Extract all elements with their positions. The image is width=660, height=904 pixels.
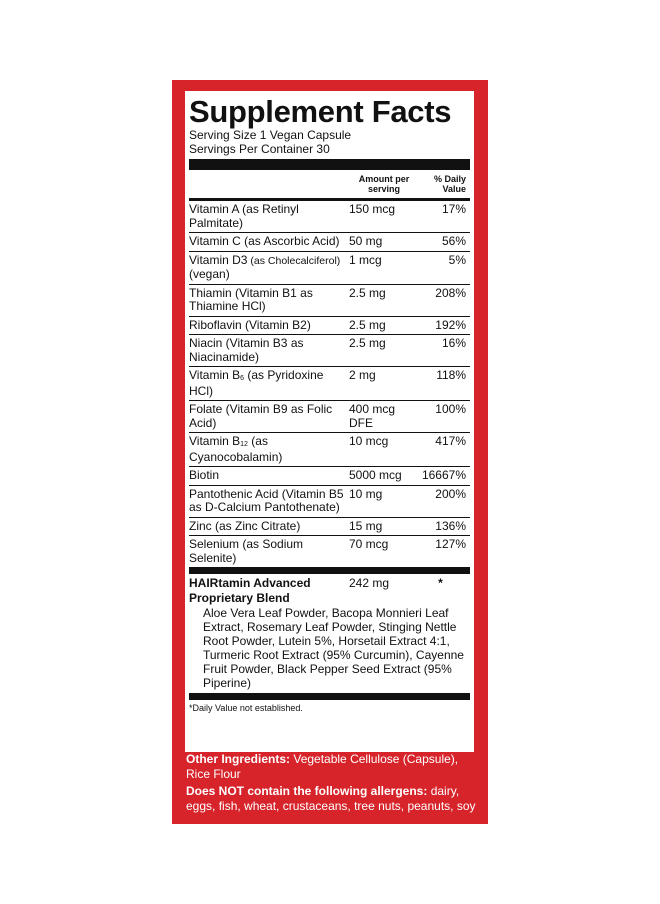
nutrient-amount: 15 mg (349, 518, 383, 533)
nutrient-amount: 2 mg (349, 368, 376, 382)
nutrient-rows (189, 201, 470, 567)
nutrient-name-tail: (as Pyridoxine HCl) (189, 368, 324, 398)
blend-row (189, 574, 470, 606)
label-title: Supplement Facts (189, 94, 452, 129)
nutrient-amount: 50 mg (349, 234, 383, 248)
table-row (189, 252, 470, 285)
table-row (189, 233, 470, 252)
nutrient-name: Vitamin A (as Retinyl Palmitate) (189, 202, 299, 230)
other-info (186, 752, 476, 816)
serving-size: Serving Size 1 Vegan Capsule (189, 128, 352, 142)
amount-column-header: Amount per serving (358, 174, 410, 194)
table-row (189, 536, 470, 567)
table-row (189, 518, 470, 537)
nutrient-name-tail: (vegan) (189, 267, 230, 281)
nutrient-dv: 100% (435, 402, 466, 416)
table-row (189, 433, 470, 467)
nutrient-amount: 2.5 mg (349, 317, 386, 332)
nutrient-amount: 2.5 mg (349, 336, 386, 350)
nutrient-amount: 400 mcg DFE (349, 402, 396, 430)
nutrient-name: Niacin (Vitamin B3 as Niacinamide) (189, 336, 304, 364)
table-header (189, 170, 470, 201)
blend-ingredients: Aloe Vera Leaf Powder, Bacopa Monnieri Leaf Extract, Rosemary Leaf Powder, Stinging Nettle Root Powder, Lutein 5%, Horsetail Extract 4:1, Turmeric Root Extract (95% Curcumin), Cayenne Fruit Powder, Black Pepper Seed Extract (95% Piperine) (203, 606, 464, 690)
nutrient-dv: 192% (435, 317, 466, 332)
dv-column-header: % Daily Value (433, 174, 466, 194)
servings-per-container: Servings Per Container 30 (189, 142, 330, 156)
table-row (189, 467, 470, 486)
nutrient-name-main: Vitamin B (189, 368, 241, 382)
nutrient-amount: 5000 mcg (349, 468, 402, 482)
nutrient-amount: 10 mcg (349, 434, 389, 448)
nutrient-name: Folate (Vitamin B9 as Folic Acid) (189, 402, 333, 430)
nutrient-name (189, 254, 347, 282)
blend-name: HAIRtamin Advanced Proprietary Blend (189, 576, 311, 605)
table-row (189, 401, 470, 433)
allergen-statement (186, 784, 476, 814)
nutrient-dv: 5% (448, 252, 466, 267)
table-row (189, 317, 470, 336)
red-panel (172, 80, 488, 824)
nutrient-amount: 10 mg (349, 486, 383, 501)
footnote: *Daily Value not established. (189, 703, 303, 713)
nutrient-name: Thiamin (Vitamin B1 as Thiamine HCl) (189, 285, 313, 313)
nutrient-amount: 1 mcg (349, 252, 382, 267)
nutrient-name (189, 435, 347, 464)
nutrient-dv: 417% (435, 434, 466, 448)
allergens-label: Does NOT contain the following allergens: (186, 784, 428, 798)
nutrient-name (189, 369, 347, 398)
nutrient-dv: 118% (436, 368, 466, 382)
table-row (189, 201, 470, 233)
nutrient-amount: 70 mcg (349, 537, 389, 551)
nutrient-name: Zinc (as Zinc Citrate) (189, 518, 301, 533)
table-row (189, 335, 470, 367)
nutrient-name-source: (as Cholecalciferol) (247, 254, 341, 267)
thick-divider (189, 567, 470, 574)
nutrient-amount: 2.5 mg (349, 285, 386, 300)
nutrient-dv: 208% (435, 285, 466, 300)
other-ingredients (186, 752, 476, 782)
nutrient-dv: 136% (435, 518, 466, 533)
nutrient-dv: 17% (441, 202, 466, 216)
nutrient-name-main: Vitamin D3 (189, 252, 248, 267)
nutrient-name-subscript: 6 (240, 375, 245, 382)
allergens-text: dairy, eggs, fish, wheat, crustaceans, tree nuts, peanuts, soy (186, 784, 476, 813)
nutrient-dv: 16% (441, 336, 466, 350)
other-ingredients-label: Other Ingredients: (186, 752, 291, 766)
thick-divider (189, 159, 470, 170)
other-ingredients-text: Vegetable Cellulose (Capsule), Rice Flour (186, 752, 459, 781)
nutrient-dv: 16667% (421, 468, 466, 482)
nutrient-name-subscript: 12 (240, 441, 248, 448)
table-row (189, 367, 470, 401)
nutrient-name: Biotin (189, 468, 220, 482)
nutrient-dv: 127% (435, 537, 466, 551)
supplement-facts-label (185, 91, 474, 752)
nutrient-dv: 56% (441, 234, 466, 248)
blend-amount: 242 mg (349, 576, 390, 590)
nutrient-name: Selenium (as Sodium Selenite) (189, 537, 304, 565)
nutrient-name-tail: (as Cyanocobalamin) (189, 434, 283, 464)
nutrient-amount: 150 mcg (349, 202, 396, 216)
nutrient-name-main: Vitamin B (189, 434, 241, 448)
nutrient-name: Riboflavin (Vitamin B2) (189, 317, 311, 332)
nutrient-name: Vitamin C (as Ascorbic Acid) (189, 234, 340, 248)
blend-dv: * (438, 576, 443, 590)
thick-divider (189, 693, 470, 700)
table-row (189, 285, 470, 317)
nutrient-dv: 200% (435, 486, 466, 501)
nutrient-name: Pantothenic Acid (Vitamin B5 as D-Calcium Pantothenate) (189, 486, 344, 514)
table-row (189, 486, 470, 518)
